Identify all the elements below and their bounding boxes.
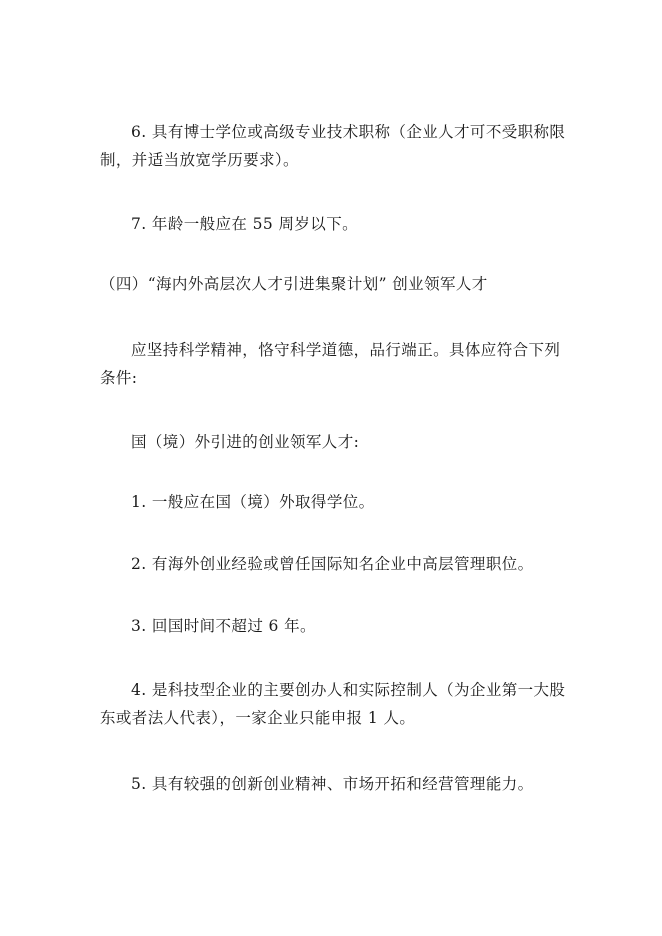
list-item-5: 5. 具有较强的创新创业精神、市场开拓和经营管理能力。 [131,775,534,793]
list-item-4: 4. 是科技型企业的主要创办人和实际控制人（为企业第一大股东或者法人代表），一家企业只能申报 1 人。 [100,681,566,727]
list-item-2: 2. 有海外创业经验或曾任国际知名企业中高层管理职位。 [131,555,534,573]
list-item-3: 3. 回国时间不超过 6 年。 [131,617,316,635]
paragraph-item-6: 6. 具有博士学位或高级专业技术职称（企业人才可不受职称限制，并适当放宽学历要求）。 [100,123,566,169]
subheading-paragraph: 国（境）外引进的创业领军人才: [131,433,360,451]
list-item-1: 1. 一般应在国（境）外取得学位。 [131,493,375,511]
section-heading: （四）“海内外高层次人才引进集聚计划” 创业领军人才 [100,275,488,293]
intro-paragraph: 应坚持科学精神，恪守科学道德，品行端正。具体应符合下列条件: [100,341,561,387]
paragraph-item-7: 7. 年龄一般应在 55 周岁以下。 [131,215,358,233]
